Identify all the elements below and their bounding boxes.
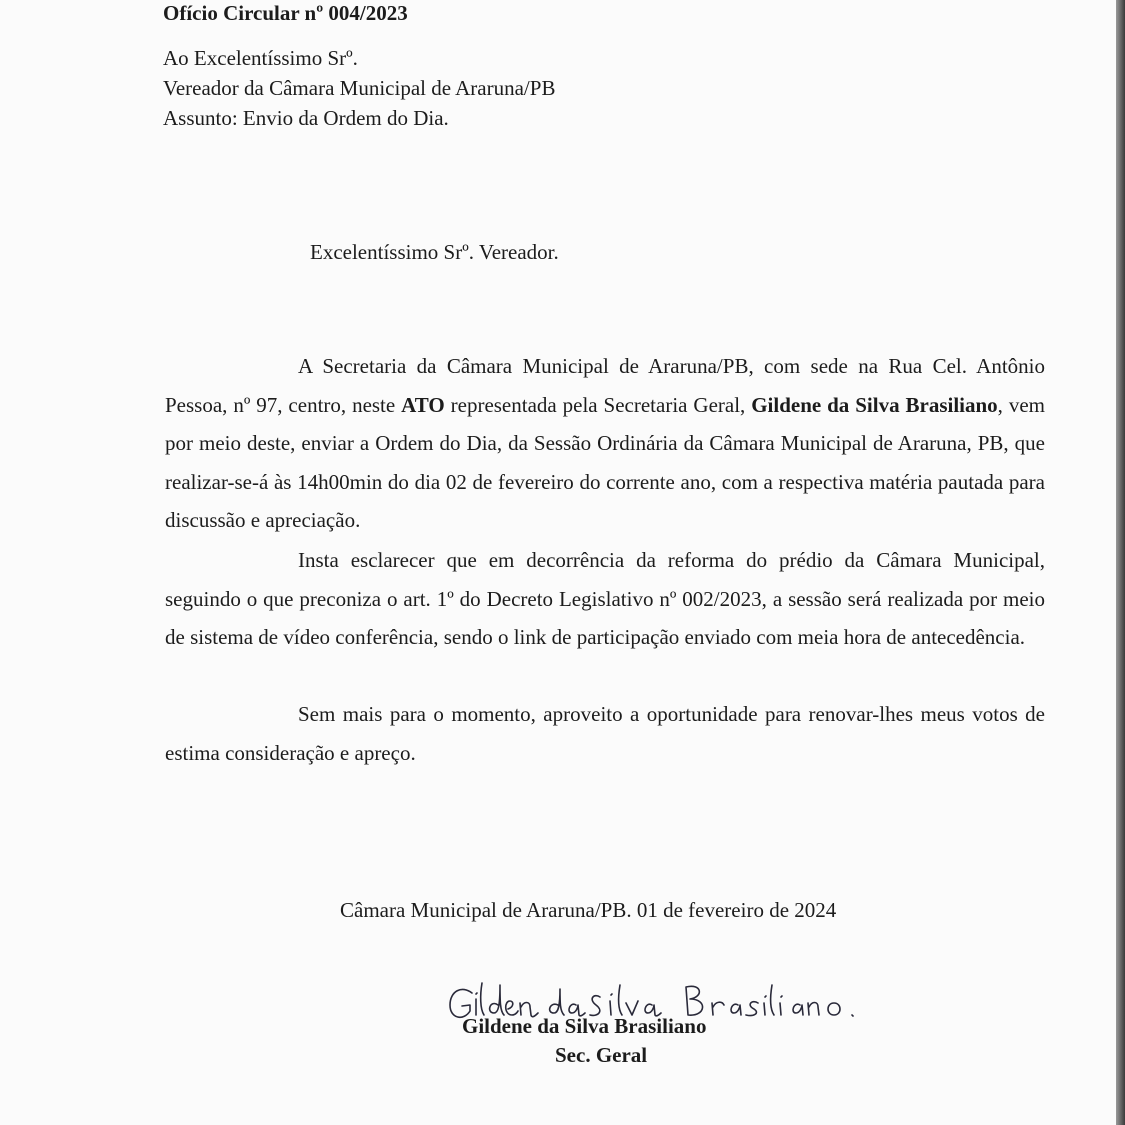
paragraph-1-bold-name: Gildene da Silva Brasiliano: [751, 392, 998, 417]
paragraph-1-bold-ato: ATO: [401, 392, 445, 417]
paragraph-3: Sem mais para o momento, aproveito a oportunidade para renovar-lhes meus votos de estima consideração e apreço.: [165, 702, 1045, 765]
paragraph-1-text-b: representada pela Secretaria Geral,: [444, 392, 752, 417]
addressee-line-2: Vereador da Câmara Municipal de Araruna/PB: [163, 76, 556, 100]
place-and-date: Câmara Municipal de Araruna/PB. 01 de fevereiro de 2024: [340, 898, 837, 922]
page-edge-shadow: [1116, 0, 1125, 1125]
salutation: Excelentíssimo Srº. Vereador.: [310, 240, 559, 264]
signatory-role: Sec. Geral: [555, 1043, 648, 1067]
paragraph-1: [165, 347, 1045, 540]
paragraph-2: Insta esclarecer que em decorrência da reforma do prédio da Câmara Municipal, seguindo o que preconiza o art. 1º do Decreto Legislativo nº 002/2023, a sessão será realizada por meio de sistema de vídeo conferência, sendo o link de participação enviado com meia hora de antecedência.: [165, 548, 1045, 649]
paragraph-1-text-c: , vem por meio deste, enviar a Ordem do Dia, da Sessão Ordinária da Câmara Municipal de Araruna, PB, que realizar-se-á às 14h00min do dia 02 de fevereiro do corrente ano, com a respectiva matéria pautada para discussão e apreciação.: [165, 392, 1045, 532]
document-title: Ofício Circular nº 004/2023: [163, 1, 408, 25]
paragraph-1-text-a: A Secretaria da Câmara Municipal de Araruna/PB, com sede na Rua Cel. Antônio Pessoa, nº 97, centro, neste: [165, 354, 1045, 417]
signatory-name: Gildene da Silva Brasiliano: [462, 1014, 707, 1038]
addressee-line-1: Ao Excelentíssimo Srº.: [163, 46, 358, 70]
subject-line: Assunto: Envio da Ordem do Dia.: [163, 106, 449, 130]
